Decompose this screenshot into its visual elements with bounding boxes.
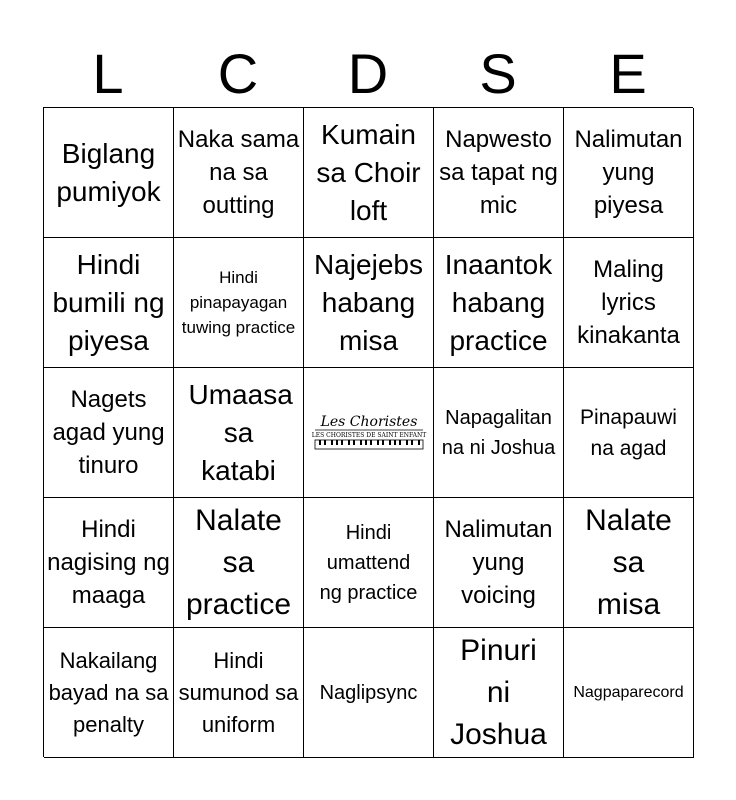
cell-text: Nalimutan yung voicing [444,516,553,609]
cell-text: Nagets agad yung tinuro [52,386,165,479]
bingo-cell[interactable] [564,238,694,368]
cell-text: Napwesto sa tapat ng mic [439,126,558,219]
cell-text: Nalate sa misa [585,503,672,621]
cell-text: Kumain sa Choir loft [316,118,421,226]
cell-text: Naglipsync [319,681,418,704]
cell-text: Hindi bumili ng piyesa [52,248,165,356]
cell-text: Hindi sumunod sa uniform [178,647,299,737]
bingo-cell[interactable] [564,108,694,238]
cell-text: Pinapauwi na agad [580,405,677,460]
bingo-cell[interactable] [564,628,694,758]
cell-text: Pinuri ni Joshua [450,633,547,751]
bingo-grid [43,107,693,757]
bingo-cell[interactable] [434,238,564,368]
bingo-cell[interactable] [44,238,174,368]
cell-text: Hindi umattend ng practice [319,521,418,604]
bingo-cell[interactable] [304,628,434,758]
cell-text: Maling lyrics kinakanta [577,256,680,349]
cell-text: Nalimutan yung piyesa [574,126,683,219]
cell-text: Nakailang bayad na sa penalty [48,647,169,737]
bingo-cell[interactable] [434,368,564,498]
cell-text: Inaantok habang practice [444,248,553,356]
bingo-cell[interactable] [44,368,174,498]
cell-text: Hindi pinapayagan tuwing practice [181,268,296,337]
cell-text: Nagpaparecord [573,683,684,701]
bingo-cell[interactable] [174,628,304,758]
cell-text: Biglang pumiyok [56,137,161,207]
bingo-cell[interactable] [304,238,434,368]
header-letter-d: D [347,42,389,105]
bingo-cell[interactable] [44,498,174,628]
bingo-cell[interactable] [434,108,564,238]
svg-text:LES CHORISTES DE SAINT ENFANT: LES CHORISTES DE SAINT ENFANT [311,431,426,439]
bingo-cell[interactable] [174,368,304,498]
bingo-cell[interactable] [304,108,434,238]
bingo-header [43,40,693,108]
cell-text: Naka sama na sa outting [177,126,300,219]
cell-text: Hindi nagising ng maaga [47,516,170,609]
cell-text: Najejebs habang misa [314,248,423,356]
header-letter-c: C [217,42,259,105]
svg-text:Les Choristes: Les Choristes [320,413,417,430]
header-letter-l: L [92,42,124,105]
choir-logo-icon [309,413,429,453]
bingo-cell[interactable] [174,108,304,238]
bingo-cell[interactable] [564,368,694,498]
bingo-cell[interactable] [44,108,174,238]
bingo-cell[interactable] [174,238,304,368]
bingo-cell[interactable] [434,498,564,628]
header-letter-s: S [479,42,517,105]
bingo-cell[interactable] [564,498,694,628]
bingo-cell[interactable] [174,498,304,628]
bingo-cell[interactable] [304,498,434,628]
bingo-cell[interactable] [434,628,564,758]
header-letter-e: E [609,42,647,105]
bingo-cell[interactable] [44,628,174,758]
cell-text: Umaasa sa katabi [188,378,293,486]
free-space[interactable] [304,368,434,498]
cell-text: Nalate sa practice [185,503,292,621]
cell-text: Napagalitan na ni Joshua [441,406,556,459]
